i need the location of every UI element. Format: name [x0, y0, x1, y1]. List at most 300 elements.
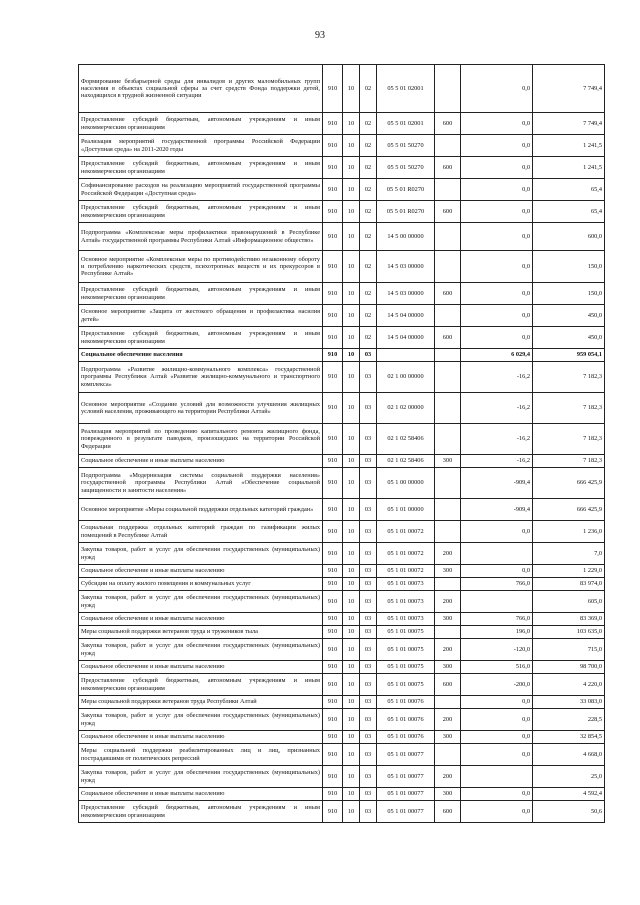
cell-amount-change: 0,0	[461, 113, 533, 135]
cell-target-article: 05 5 01 50270	[377, 157, 435, 179]
cell-expense-type: 200	[435, 709, 461, 731]
cell-expense-type: 600	[435, 113, 461, 135]
cell-amount-total: 32 854,5	[533, 731, 605, 744]
cell-expense-type: 300	[435, 565, 461, 578]
cell-amount-change: 0,0	[461, 788, 533, 801]
cell-target-article: 05 5 01 02001	[377, 113, 435, 135]
cell-section: 10	[343, 801, 360, 823]
cell-amount-change	[461, 766, 533, 788]
cell-grbs: 910	[323, 788, 343, 801]
cell-subsection: 03	[360, 766, 377, 788]
cell-subsection: 02	[360, 179, 377, 201]
cell-expense-type	[435, 393, 461, 424]
cell-amount-total: 150,0	[533, 283, 605, 305]
cell-amount-change: 0,0	[461, 744, 533, 766]
cell-name: Подпрограмма «Комплексные меры профилактики правонарушений в Республике Алтай» государственной программы Республики Алтай «Информационное общество»	[79, 223, 323, 251]
cell-amount-change: -16,2	[461, 393, 533, 424]
cell-section: 10	[343, 766, 360, 788]
cell-name: Закупка товаров, работ и услуг для обеспечения государственных (муниципальных) нужд	[79, 543, 323, 565]
cell-subsection: 03	[360, 613, 377, 626]
cell-grbs: 910	[323, 468, 343, 499]
cell-amount-total: 7 182,3	[533, 393, 605, 424]
cell-target-article: 05 1 00 00000	[377, 468, 435, 499]
table-row	[79, 157, 605, 179]
cell-target-article: 05 1 01 00073	[377, 613, 435, 626]
cell-section: 10	[343, 455, 360, 468]
cell-name: Реализация мероприятий по проведению капитального ремонта жилищного фонда, поврежденного в результате паводков, произошедших на территории Российской Федерации	[79, 424, 323, 455]
table-row	[79, 744, 605, 766]
cell-target-article: 14 5 04 00000	[377, 327, 435, 349]
cell-amount-total: 715,0	[533, 639, 605, 661]
cell-target-article: 02 1 00 00000	[377, 362, 435, 393]
cell-name: Основное мероприятие «Комплексные меры по противодействию незаконному обороту и потреблению наркотических средств, психотропных веществ и их прекурсоров в Республике Алтай»	[79, 251, 323, 283]
cell-amount-change: 0,0	[461, 731, 533, 744]
cell-target-article: 05 1 01 00072	[377, 565, 435, 578]
table-row	[79, 305, 605, 327]
cell-section: 10	[343, 283, 360, 305]
cell-subsection: 03	[360, 362, 377, 393]
cell-amount-total: 33 083,0	[533, 696, 605, 709]
cell-grbs: 910	[323, 766, 343, 788]
cell-name: Меры социальной поддержки ветеранов труда Республики Алтай	[79, 696, 323, 709]
cell-target-article: 14 5 03 00000	[377, 283, 435, 305]
table-row	[79, 327, 605, 349]
table-row	[79, 766, 605, 788]
cell-amount-total: 666 425,9	[533, 468, 605, 499]
cell-amount-total: 65,4	[533, 179, 605, 201]
cell-expense-type: 600	[435, 157, 461, 179]
cell-amount-change	[461, 591, 533, 613]
cell-expense-type	[435, 578, 461, 591]
table-row	[79, 283, 605, 305]
cell-section: 10	[343, 179, 360, 201]
cell-expense-type	[435, 696, 461, 709]
cell-expense-type	[435, 251, 461, 283]
cell-expense-type	[435, 135, 461, 157]
cell-section: 10	[343, 251, 360, 283]
cell-expense-type	[435, 305, 461, 327]
cell-section: 10	[343, 788, 360, 801]
table-row	[79, 696, 605, 709]
cell-amount-change: 0,0	[461, 201, 533, 223]
cell-target-article: 02 1 02 00000	[377, 393, 435, 424]
cell-section: 10	[343, 543, 360, 565]
cell-section: 10	[343, 696, 360, 709]
cell-amount-total: 7 749,4	[533, 113, 605, 135]
cell-target-article: 05 1 01 00075	[377, 661, 435, 674]
cell-amount-total: 7 182,3	[533, 424, 605, 455]
cell-target-article: 05 1 01 00075	[377, 626, 435, 639]
cell-expense-type	[435, 744, 461, 766]
table-row	[79, 521, 605, 543]
cell-name: Предоставление субсидий бюджетным, автономным учреждениям и иным некоммерческим организациям	[79, 327, 323, 349]
table-row	[79, 349, 605, 362]
cell-grbs: 910	[323, 499, 343, 521]
cell-section: 10	[343, 157, 360, 179]
cell-name: Основное мероприятие «Защита от жестокого обращения и профилактика насилия детей»	[79, 305, 323, 327]
cell-grbs: 910	[323, 696, 343, 709]
cell-amount-change: 766,0	[461, 578, 533, 591]
cell-amount-change: -909,4	[461, 468, 533, 499]
cell-amount-change: 0,0	[461, 696, 533, 709]
cell-subsection: 03	[360, 661, 377, 674]
table-row	[79, 499, 605, 521]
cell-target-article: 05 1 01 00077	[377, 788, 435, 801]
cell-target-article: 05 1 01 00077	[377, 801, 435, 823]
cell-subsection: 02	[360, 305, 377, 327]
cell-target-article: 05 5 01 R0270	[377, 179, 435, 201]
cell-grbs: 910	[323, 135, 343, 157]
cell-expense-type	[435, 362, 461, 393]
cell-expense-type	[435, 626, 461, 639]
table-row	[79, 201, 605, 223]
table-row	[79, 801, 605, 823]
cell-grbs: 910	[323, 223, 343, 251]
cell-grbs: 910	[323, 424, 343, 455]
cell-amount-change: 0,0	[461, 801, 533, 823]
cell-name: Социальное обеспечение и иные выплаты населению	[79, 731, 323, 744]
cell-subsection: 03	[360, 801, 377, 823]
table-row	[79, 135, 605, 157]
cell-amount-change: 516,0	[461, 661, 533, 674]
table-row	[79, 424, 605, 455]
cell-amount-total: 4 668,0	[533, 744, 605, 766]
cell-subsection: 03	[360, 731, 377, 744]
cell-section: 10	[343, 135, 360, 157]
cell-section: 10	[343, 499, 360, 521]
cell-expense-type	[435, 223, 461, 251]
cell-expense-type: 300	[435, 455, 461, 468]
cell-amount-total: 228,5	[533, 709, 605, 731]
cell-expense-type: 600	[435, 674, 461, 696]
cell-amount-total: 7,0	[533, 543, 605, 565]
cell-amount-change: 0,0	[461, 223, 533, 251]
cell-name: Предоставление субсидий бюджетным, автономным учреждениям и иным некоммерческим организациям	[79, 674, 323, 696]
cell-section: 10	[343, 674, 360, 696]
table-row	[79, 179, 605, 201]
cell-name: Социальное обеспечение и иные выплаты населению	[79, 613, 323, 626]
cell-grbs: 910	[323, 565, 343, 578]
cell-section: 10	[343, 468, 360, 499]
cell-grbs: 910	[323, 801, 343, 823]
cell-amount-total: 25,0	[533, 766, 605, 788]
cell-target-article: 05 1 01 00077	[377, 744, 435, 766]
cell-amount-change: -16,2	[461, 455, 533, 468]
cell-target-article: 05 1 01 00075	[377, 674, 435, 696]
table-row	[79, 709, 605, 731]
cell-amount-change: 0,0	[461, 709, 533, 731]
cell-subsection: 02	[360, 251, 377, 283]
cell-amount-total: 83 369,0	[533, 613, 605, 626]
budget-table	[78, 64, 605, 823]
cell-target-article: 05 1 01 00072	[377, 543, 435, 565]
table-row	[79, 731, 605, 744]
cell-subsection: 03	[360, 639, 377, 661]
table-row	[79, 591, 605, 613]
cell-grbs: 910	[323, 661, 343, 674]
cell-target-article: 05 1 01 00073	[377, 578, 435, 591]
cell-amount-total: 4 220,0	[533, 674, 605, 696]
cell-amount-change: 766,0	[461, 613, 533, 626]
cell-section: 10	[343, 613, 360, 626]
cell-expense-type: 300	[435, 788, 461, 801]
cell-section: 10	[343, 709, 360, 731]
cell-subsection: 03	[360, 565, 377, 578]
cell-expense-type	[435, 521, 461, 543]
cell-section: 10	[343, 305, 360, 327]
cell-name: Меры социальной поддержки реабилитированных лиц и лиц, признанных пострадавшими от политических репрессий	[79, 744, 323, 766]
cell-subsection: 03	[360, 499, 377, 521]
cell-section: 10	[343, 578, 360, 591]
cell-section: 10	[343, 661, 360, 674]
cell-amount-total: 150,0	[533, 251, 605, 283]
cell-amount-change: -16,2	[461, 362, 533, 393]
cell-name: Социальное обеспечение населения	[79, 349, 323, 362]
cell-target-article: 14 5 04 00000	[377, 305, 435, 327]
cell-name: Предоставление субсидий бюджетным, автономным учреждениям и иным некоммерческим организациям	[79, 283, 323, 305]
cell-amount-change: -200,0	[461, 674, 533, 696]
cell-amount-change: 0,0	[461, 65, 533, 113]
cell-amount-change: -16,2	[461, 424, 533, 455]
cell-name: Закупка товаров, работ и услуг для обеспечения государственных (муниципальных) нужд	[79, 766, 323, 788]
cell-amount-change: 0,0	[461, 283, 533, 305]
cell-amount-total: 83 974,0	[533, 578, 605, 591]
cell-name: Софинансирование расходов на реализацию мероприятий государственной программы Российской Федерации «Доступная среда»	[79, 179, 323, 201]
cell-expense-type: 600	[435, 283, 461, 305]
cell-name: Социальное обеспечение и иные выплаты населению	[79, 788, 323, 801]
cell-expense-type	[435, 65, 461, 113]
cell-subsection: 03	[360, 424, 377, 455]
cell-grbs: 910	[323, 251, 343, 283]
cell-section: 10	[343, 327, 360, 349]
cell-expense-type: 200	[435, 766, 461, 788]
table-row	[79, 455, 605, 468]
cell-subsection: 02	[360, 135, 377, 157]
cell-amount-total: 50,6	[533, 801, 605, 823]
cell-expense-type: 200	[435, 639, 461, 661]
cell-amount-total: 7 182,3	[533, 362, 605, 393]
table-row	[79, 393, 605, 424]
cell-name: Предоставление субсидий бюджетным, автономным учреждениям и иным некоммерческим организациям	[79, 801, 323, 823]
cell-name: Закупка товаров, работ и услуг для обеспечения государственных (муниципальных) нужд	[79, 639, 323, 661]
cell-section: 10	[343, 565, 360, 578]
cell-grbs: 910	[323, 65, 343, 113]
table-row	[79, 113, 605, 135]
cell-expense-type: 600	[435, 201, 461, 223]
cell-grbs: 910	[323, 639, 343, 661]
table-row	[79, 639, 605, 661]
cell-grbs: 910	[323, 349, 343, 362]
cell-amount-change: 6 029,4	[461, 349, 533, 362]
cell-grbs: 910	[323, 327, 343, 349]
cell-subsection: 03	[360, 744, 377, 766]
page-number: 93	[315, 30, 325, 41]
cell-subsection: 03	[360, 626, 377, 639]
cell-target-article: 05 1 01 00073	[377, 591, 435, 613]
cell-expense-type	[435, 468, 461, 499]
cell-target-article: 05 1 01 00076	[377, 696, 435, 709]
cell-amount-total: 600,0	[533, 223, 605, 251]
cell-expense-type	[435, 179, 461, 201]
cell-name: Закупка товаров, работ и услуг для обеспечения государственных (муниципальных) нужд	[79, 591, 323, 613]
cell-amount-change: 0,0	[461, 179, 533, 201]
cell-target-article: 05 1 01 00072	[377, 521, 435, 543]
cell-section: 10	[343, 393, 360, 424]
cell-grbs: 910	[323, 393, 343, 424]
cell-subsection: 02	[360, 283, 377, 305]
cell-subsection: 02	[360, 65, 377, 113]
cell-subsection: 03	[360, 578, 377, 591]
cell-amount-change: 0,0	[461, 327, 533, 349]
cell-grbs: 910	[323, 674, 343, 696]
cell-subsection: 03	[360, 468, 377, 499]
cell-expense-type: 300	[435, 613, 461, 626]
cell-section: 10	[343, 639, 360, 661]
cell-subsection: 03	[360, 674, 377, 696]
cell-expense-type: 200	[435, 543, 461, 565]
table-row	[79, 578, 605, 591]
cell-target-article: 05 5 01 50270	[377, 135, 435, 157]
cell-amount-change: 196,0	[461, 626, 533, 639]
cell-grbs: 910	[323, 626, 343, 639]
cell-name: Подпрограмма «Развитие жилищно-коммунального комплекса» государственной программы Республики Алтай «Развитие жилищно-коммунального и транспортного комплекса»	[79, 362, 323, 393]
table-row	[79, 661, 605, 674]
cell-amount-total: 959 054,1	[533, 349, 605, 362]
cell-grbs: 910	[323, 305, 343, 327]
cell-name: Социальная поддержка отдельных категорий граждан по газификации жилых помещений в Республике Алтай	[79, 521, 323, 543]
cell-subsection: 03	[360, 788, 377, 801]
cell-amount-total: 666 425,9	[533, 499, 605, 521]
cell-amount-total: 605,0	[533, 591, 605, 613]
cell-section: 10	[343, 744, 360, 766]
cell-amount-change: 0,0	[461, 565, 533, 578]
cell-grbs: 910	[323, 157, 343, 179]
cell-name: Формирование безбарьерной среды для инвалидов и других маломобильных групп населения в объектах социальной сферы за счет средств Фонда поддержки детей, находящихся в трудной жизненной ситуации	[79, 65, 323, 113]
cell-name: Предоставление субсидий бюджетным, автономным учреждениям и иным некоммерческим организациям	[79, 113, 323, 135]
cell-name: Предоставление субсидий бюджетным, автономным учреждениям и иным некоммерческим организациям	[79, 201, 323, 223]
table-row	[79, 565, 605, 578]
cell-expense-type: 600	[435, 327, 461, 349]
cell-target-article: 14 5 03 00000	[377, 251, 435, 283]
table-row	[79, 626, 605, 639]
cell-grbs: 910	[323, 362, 343, 393]
cell-grbs: 910	[323, 613, 343, 626]
cell-grbs: 910	[323, 201, 343, 223]
cell-grbs: 910	[323, 543, 343, 565]
cell-subsection: 03	[360, 709, 377, 731]
cell-name: Социальное обеспечение и иные выплаты населению	[79, 565, 323, 578]
cell-name: Предоставление субсидий бюджетным, автономным учреждениям и иным некоммерческим организациям	[79, 157, 323, 179]
cell-target-article: 14 5 00 00000	[377, 223, 435, 251]
cell-grbs: 910	[323, 179, 343, 201]
cell-amount-total: 1 241,5	[533, 135, 605, 157]
cell-section: 10	[343, 223, 360, 251]
table-row	[79, 674, 605, 696]
cell-grbs: 910	[323, 455, 343, 468]
cell-grbs: 910	[323, 283, 343, 305]
cell-name: Субсидии на оплату жилого помещения и коммунальных услуг	[79, 578, 323, 591]
cell-amount-total: 98 700,0	[533, 661, 605, 674]
cell-amount-change: 0,0	[461, 521, 533, 543]
cell-section: 10	[343, 201, 360, 223]
table-row	[79, 788, 605, 801]
cell-section: 10	[343, 424, 360, 455]
cell-subsection: 03	[360, 393, 377, 424]
cell-amount-change: -120,0	[461, 639, 533, 661]
table-row	[79, 468, 605, 499]
cell-grbs: 910	[323, 113, 343, 135]
cell-section: 10	[343, 362, 360, 393]
cell-subsection: 03	[360, 591, 377, 613]
cell-amount-change: 0,0	[461, 157, 533, 179]
cell-grbs: 910	[323, 744, 343, 766]
cell-amount-total: 4 592,4	[533, 788, 605, 801]
cell-expense-type: 200	[435, 591, 461, 613]
cell-amount-change: 0,0	[461, 305, 533, 327]
cell-grbs: 910	[323, 731, 343, 744]
table-row	[79, 251, 605, 283]
cell-amount-change: -909,4	[461, 499, 533, 521]
table-row	[79, 543, 605, 565]
cell-name: Основное мероприятие «Меры социальной поддержки отдельных категорий граждан»	[79, 499, 323, 521]
cell-subsection: 03	[360, 349, 377, 362]
cell-name: Основное мероприятие «Создание условий для возможности улучшения жилищных условий населения, проживающего на территории Республики Алтай»	[79, 393, 323, 424]
cell-amount-total: 1 236,0	[533, 521, 605, 543]
cell-target-article: 05 1 01 00076	[377, 709, 435, 731]
cell-name: Социальное обеспечение и иные выплаты населению	[79, 661, 323, 674]
cell-section: 10	[343, 349, 360, 362]
cell-target-article: 05 1 01 00075	[377, 639, 435, 661]
cell-name: Меры социальной поддержки ветеранов труда и тружеников тыла	[79, 626, 323, 639]
cell-target-article: 05 5 01 R0270	[377, 201, 435, 223]
cell-grbs: 910	[323, 591, 343, 613]
cell-expense-type	[435, 499, 461, 521]
table-row	[79, 223, 605, 251]
cell-section: 10	[343, 626, 360, 639]
cell-name: Закупка товаров, работ и услуг для обеспечения государственных (муниципальных) нужд	[79, 709, 323, 731]
cell-target-article	[377, 349, 435, 362]
cell-amount-total: 450,0	[533, 327, 605, 349]
cell-expense-type: 600	[435, 801, 461, 823]
cell-subsection: 03	[360, 521, 377, 543]
cell-target-article: 05 1 01 00000	[377, 499, 435, 521]
cell-target-article: 05 1 01 00077	[377, 766, 435, 788]
cell-section: 10	[343, 591, 360, 613]
cell-section: 10	[343, 65, 360, 113]
cell-grbs: 910	[323, 578, 343, 591]
cell-section: 10	[343, 731, 360, 744]
cell-target-article: 05 1 01 00076	[377, 731, 435, 744]
cell-amount-change	[461, 543, 533, 565]
cell-amount-total: 1 229,0	[533, 565, 605, 578]
cell-target-article: 02 1 02 58406	[377, 455, 435, 468]
cell-subsection: 02	[360, 201, 377, 223]
cell-name: Социальное обеспечение и иные выплаты населению	[79, 455, 323, 468]
cell-amount-total: 103 635,0	[533, 626, 605, 639]
cell-subsection: 03	[360, 543, 377, 565]
cell-amount-total: 7 749,4	[533, 65, 605, 113]
cell-expense-type	[435, 349, 461, 362]
cell-subsection: 02	[360, 327, 377, 349]
cell-amount-change: 0,0	[461, 135, 533, 157]
table-row	[79, 65, 605, 113]
cell-amount-total: 450,0	[533, 305, 605, 327]
table-row	[79, 613, 605, 626]
cell-expense-type: 300	[435, 731, 461, 744]
cell-name: Подпрограмма «Модернизация системы социальной поддержки населения» государственной программы Республики Алтай «Обеспечение социальной защищенности и занятости населения»	[79, 468, 323, 499]
cell-amount-total: 65,4	[533, 201, 605, 223]
cell-amount-change: 0,0	[461, 251, 533, 283]
